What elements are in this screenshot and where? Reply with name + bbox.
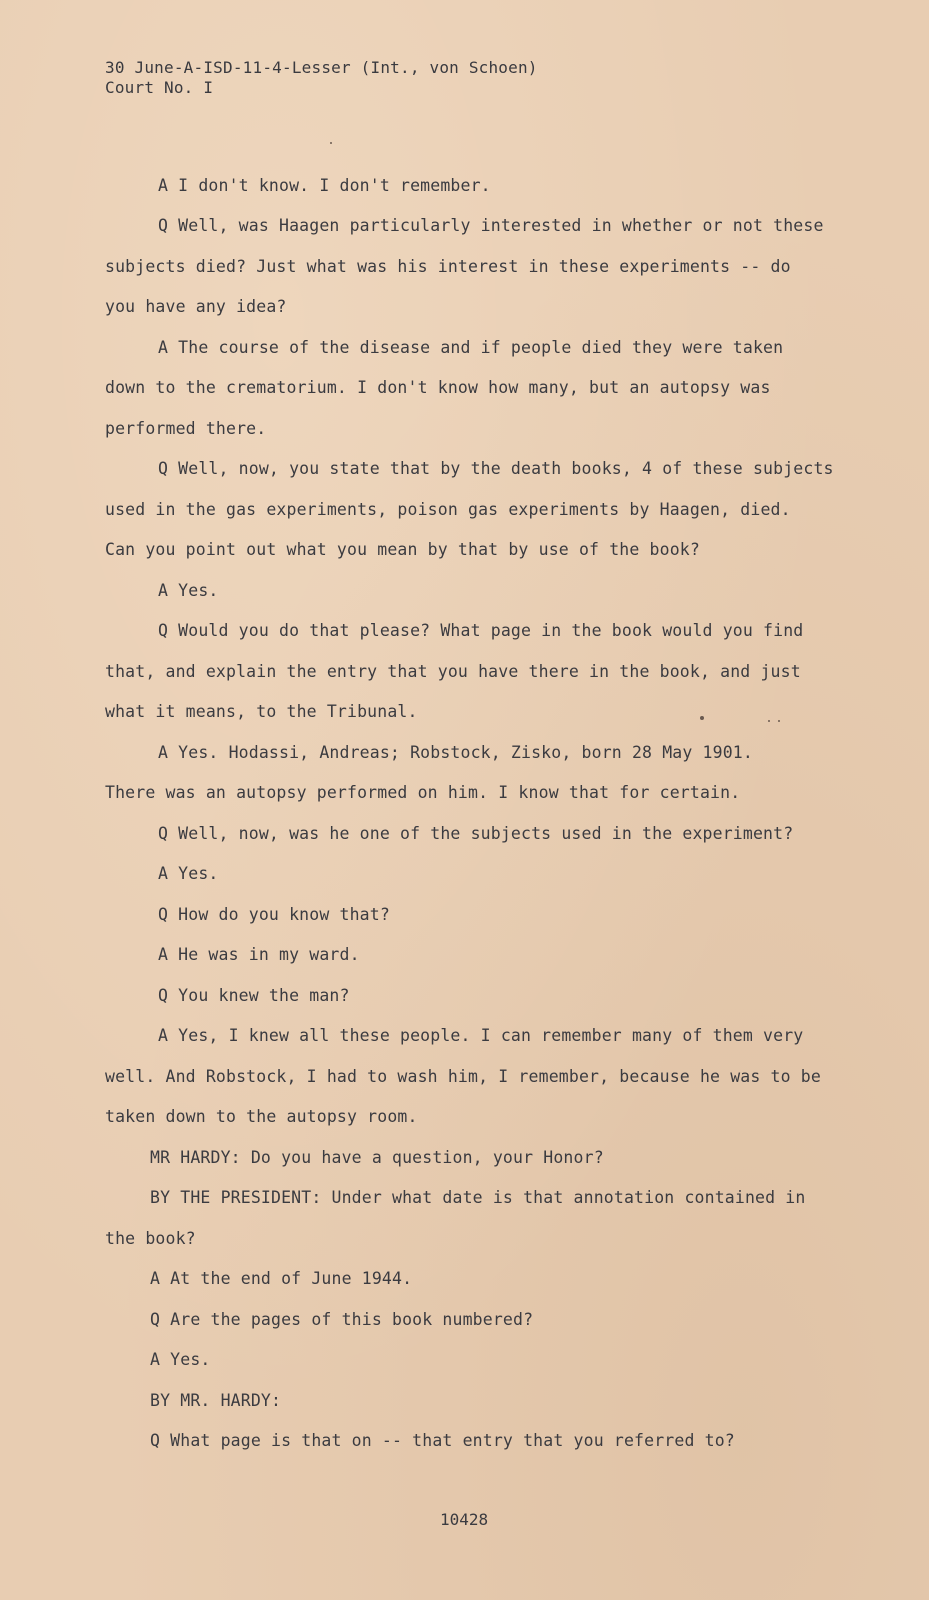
- transcript-line: A Yes.: [150, 1350, 211, 1369]
- transcript-line: A Yes, I knew all these people. I can remember many of them very: [158, 1026, 804, 1045]
- transcript-line: Q Well, was Haagen particularly interested in whether or not these: [158, 216, 824, 235]
- transcript-line: used in the gas experiments, poison gas experiments by Haagen, died.: [105, 500, 791, 519]
- transcript-line: Q Well, now, was he one of the subjects used in the experiment?: [158, 824, 794, 843]
- paper-speck: [330, 142, 332, 144]
- header-court-line: Court No. I: [105, 78, 214, 97]
- transcript-line: down to the crematorium. I don't know how many, but an autopsy was: [105, 378, 771, 397]
- transcript-line: Q Are the pages of this book numbered?: [150, 1310, 534, 1329]
- transcript-line: A He was in my ward.: [158, 945, 360, 964]
- transcript-line: A At the end of June 1944.: [150, 1269, 413, 1288]
- transcript-line: Q How do you know that?: [158, 905, 390, 924]
- transcript-line: A The course of the disease and if people died they were taken: [158, 338, 784, 357]
- transcript-line: A Yes. Hodassi, Andreas; Robstock, Zisko, born 28 May 1901.: [158, 743, 753, 762]
- transcript-line: Q You knew the man?: [158, 986, 350, 1005]
- transcript-line: Q Would you do that please? What page in the book would you find: [158, 621, 804, 640]
- transcript-line: MR HARDY: Do you have a question, your Honor?: [150, 1148, 604, 1167]
- transcript-line: BY THE PRESIDENT: Under what date is that annotation contained in: [150, 1188, 806, 1207]
- paper-speck: [768, 720, 770, 722]
- transcript-line: well. And Robstock, I had to wash him, I remember, because he was to be: [105, 1067, 821, 1086]
- transcript-line: the book?: [105, 1229, 196, 1248]
- transcript-line: A Yes.: [158, 581, 219, 600]
- transcript-line: Q What page is that on -- that entry that you referred to?: [150, 1431, 735, 1450]
- transcript-line: that, and explain the entry that you have there in the book, and just: [105, 662, 801, 681]
- page-number: 10428: [440, 1510, 489, 1529]
- transcript-line: BY MR. HARDY:: [150, 1391, 282, 1410]
- transcript-line: Q Well, now, you state that by the death books, 4 of these subjects: [158, 459, 834, 478]
- transcript-line: subjects died? Just what was his interest in these experiments -- do: [105, 257, 791, 276]
- paper-speck: [778, 720, 780, 722]
- transcript-line: performed there.: [105, 419, 267, 438]
- paper-speck: [700, 716, 704, 720]
- transcript-line: A Yes.: [158, 864, 219, 883]
- document-header: [105, 58, 538, 98]
- transcript-line: A I don't know. I don't remember.: [158, 176, 491, 195]
- transcript-line: you have any idea?: [105, 297, 287, 316]
- transcript-line: There was an autopsy performed on him. I know that for certain.: [105, 783, 741, 802]
- transcript-line: Can you point out what you mean by that by use of the book?: [105, 540, 700, 559]
- transcript-line: taken down to the autopsy room.: [105, 1107, 418, 1126]
- transcript-line: what it means, to the Tribunal.: [105, 702, 418, 721]
- header-session-line: 30 June-A-ISD-11-4-Lesser (Int., von Schoen): [105, 58, 538, 77]
